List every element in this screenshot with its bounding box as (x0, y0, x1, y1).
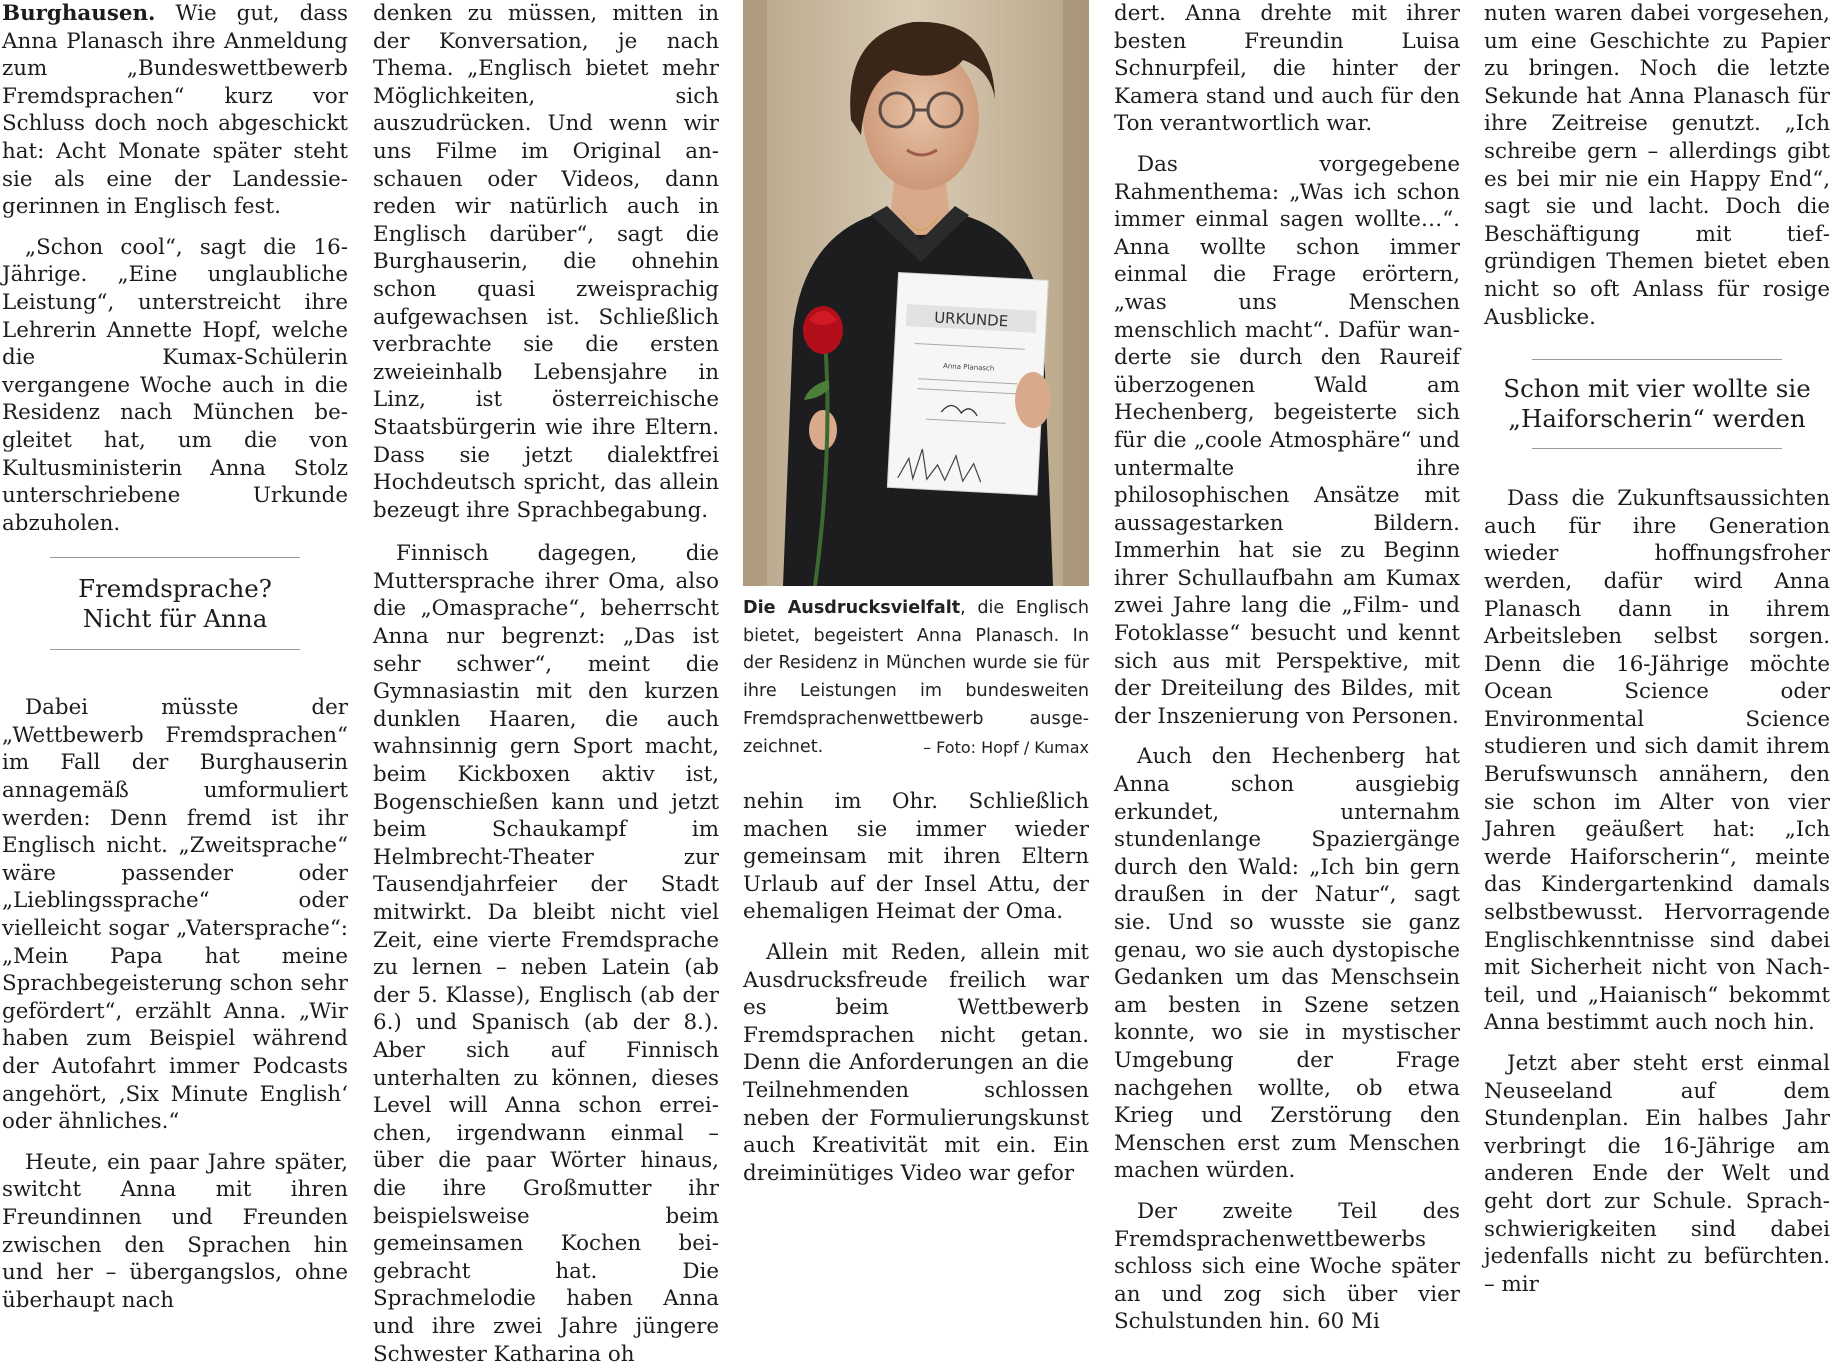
article-column-5 (1484, 0, 1830, 1297)
paragraph: nehin im Ohr. Schließlich machen sie immer wieder gemeinsam mit ihren Eltern Urlaub auf der Insel Attu, der ehemaligen Heimat der Oma. (743, 789, 1089, 925)
paragraph: Das vorgegebene Rahmenthema: „Was ich schon immer einmal sagen wollte…“. Anna wollte schon immer einmal die Frage erörtern, „was uns Menschen menschlich macht“. Dafür wanderte sie durch den Raureif überzogenen Wald am Hechenberg, begeisterte sich für die „coole Atmosphäre“ und untermalte ihre philosophischen Ansätze mit aussagestarken Bildern. Immerhin hat sie zu Beginn ihrer Schullaufbahn am Kumax zwei Jahre lang die „Film- und Fotoklasse“ besucht und kennt sich aus mit Perspektive, mit der Dreiteilung des Bildes, mit der Inszenierung von Personen. (1114, 151, 1460, 729)
subheading (1484, 359, 1830, 449)
paragraph: nuten waren dabei vorgesehen, um eine Geschichte zu Papier zu bringen. Noch die letzte Sekunde hat Anna Planasch für ihre Zeitreise genutzt. „Ich schreibe gern – allerdings gibt es bei mir nie ein Happy End“, sagt sie und lacht. Doch die Beschäftigung mit tiefgründigen Themen bietet eben nicht so oft Anlass für rosige Ausblicke. (1484, 1, 1830, 330)
paragraph: dert. Anna drehte mit ihrer besten Freundin Luisa Schnurpfeil, die hinter der Kamera stand und auch für den Ton verantwortlich war. (1114, 1, 1460, 137)
subheading (2, 557, 348, 650)
caption-text: , die Englisch bietet, begeistert Anna Planasch. In der Residenz in München wurde sie für ihre Leistungen im bundesweiten Fremdsprachenwettbewerb ausgezeichnet. (743, 598, 1089, 757)
article-column-2 (373, 0, 719, 1367)
article-column-1 (2, 0, 348, 1313)
article-photo (743, 0, 1089, 586)
paragraph: Der zweite Teil des Fremdsprachenwettbewerbs schloss sich eine Woche später an und zog sich über vier Schulstunden hin. 60 Mi (1114, 1198, 1460, 1335)
subheading-text: Schon mit vier wollte sie „Haiforscherin“ werden (1503, 374, 1811, 434)
photo-illustration (743, 0, 1089, 586)
paragraph: Finnisch dagegen, die Muttersprache ihrer Oma, also die „Omasprache“, beherrscht Anna nur begrenzt: „Das ist sehr schwer“, meint die Gymnasiastin mit den kurzen dunklen Haaren, die auch wahnsinnig gern Sport macht, beim Kickboxen aktiv ist, Bogenschießen kann und jetzt beim Schaukampf im Helmbrecht-Theater zur Tausendjahrfeier der Stadt mitwirkt. Da bleibt nicht viel Zeit, eine vierte Fremdsprache zu lernen – neben Latein (ab der 5. Klasse), Englisch (ab der 6.) und Spanisch (ab der 8.). Aber sich auf Finnisch unterhalten zu können, dieses Level will Anna schon erreichen, irgendwann einmal – über die paar Wörter hinaus, die ihre Großmutter ihr beispielsweise beim gemeinsamen Kochen beigebracht hat. Die Sprachmelodie haben Anna und ihre zwei Jahre jüngere Schwester Katharina oh (373, 541, 719, 1367)
divider (50, 649, 300, 650)
paragraph: „Schon cool“, sagt die 16-Jährige. „Eine unglaubliche Leistung“, unterstreicht ihre Lehrerin Annette Hopf, welche die Kumax-Schülerin vergangene Woche auch in die Residenz nach München begleitet hat, um die von Kultusministerin Anna Stolz unterschriebene Urkunde abzuholen. (2, 234, 348, 536)
paragraph: Dass die Zukunftsaussichten auch für ihre Generation wieder hoffnungsfroher werden, dafür wird Anna Planasch dann in ihrem Arbeitsleben selbst sorgen. Denn die 16-Jährige möchte Ocean Science oder Environmental Science studieren und sich damit ihrem Berufswunsch annähern, den sie schon im Alter von vier Jahren geäußert hat: „Ich werde Haiforscherin“, meinte das Kindergartenkind damals selbstbewusst. Hervorragende Englischkenntnisse sind dabei mit Sicherheit nicht von Nachteil, und „Haianisch“ bekommt Anna bestimmt auch noch hin. (1484, 486, 1830, 1036)
caption-lead: Die Ausdrucksvielfalt (743, 598, 961, 618)
paragraph: Dabei müsste der „Wettbewerb Fremdsprachen“ im Fall der Burghauserin annagemäß umformuliert werden: Denn fremd ist ihr Englisch nicht. „Zweitsprache“ wäre passender oder „Lieblingssprache“ oder vielleicht sogar „Vatersprache“: „Mein Papa hat meine Sprachbegeisterung schon sehr gefördert“, erzählt Anna. „Wir haben zum Beispiel während der Autofahrt immer Podcasts angehört, ‚Six Minute English‘ oder ähnliches.“ (2, 695, 348, 1135)
paragraph: denken zu müssen, mitten in der Konversation, je nach Thema. „Englisch bietet mehr Möglichkeiten, sich auszudrücken. Und wenn wir uns Filme im Original anschauen oder Videos, dann reden wir natürlich auch in Englisch darüber“, sagt die Burghauserin, die ohnehin schon quasi zweisprachig aufgewachsen ist. Schließlich verbrachte sie die ersten zweieinhalb Lebensjahre in Linz, ist österreichische Staatsbürgerin wie ihre Eltern. Dass sie jetzt dialektfrei Hochdeutsch spricht, das allein bezeugt ihre Sprachbegabung. (373, 1, 719, 523)
photo-caption (743, 595, 1089, 761)
certificate-title: URKUNDE (933, 308, 1009, 331)
paragraph: Jetzt aber steht erst einmal Neuseeland auf dem Stundenplan. Ein halbes Jahr verbringt die 16-Jährige am anderen Ende der Welt und geht dort zur Schule. Sprachschwierigkeiten sind dabei jedenfalls nicht zu befürchten. – mir (1484, 1051, 1830, 1297)
certificate-name: Anna Planasch (942, 361, 995, 373)
photo-credit: – Foto: Hopf / Kumax (923, 737, 1089, 757)
paragraph: Auch den Hechenberg hat Anna schon ausgiebig erkundet, unternahm stundenlange Spaziergänge durch den Wald: „Ich bin gern draußen in der Natur“, sagt sie. Und so wusste sie ganz genau, wo sie auch dystopische Gedanken um das Menschsein am besten in Szene setzen konnte, wo sie in mystischer Umgebung der Frage nachgehen wollte, ob etwa Krieg und Zerstörung den Menschen erst zum Menschen machen würden. (1114, 744, 1460, 1184)
paragraph: Allein mit Reden, allein mit Ausdrucksfreude freilich war es beim Wettbewerb Fremdsprachen nicht getan. Denn die Anforderungen an die Teilnehmenden schlossen neben der Formulierungskunst auch Kreativität mit ein. Ein dreiminütiges Video war gefor (743, 939, 1089, 1186)
paragraph (2, 0, 348, 221)
divider (1532, 448, 1782, 449)
subheading-text: Fremdsprache? Nicht für Anna (78, 574, 272, 634)
article-column-4 (1114, 0, 1460, 1335)
article-column-3 (743, 788, 1089, 1186)
paragraph-text: Wie gut, dass Anna Planasch ihre Anmeldung zum „Bundeswettbewerb Fremdsprachen“ kurz vor Schluss doch noch abgeschickt hat: Acht Monate später steht sie als eine der Landessiegerinnen in Englisch fest. (2, 1, 348, 220)
paragraph: Heute, ein paar Jahre später, switcht Anna mit ihren Freundinnen und Freunden zwischen den Sprachen hin und her – übergangslos, ohne überhaupt nach (2, 1149, 348, 1313)
dateline: Burghausen. (2, 1, 156, 26)
